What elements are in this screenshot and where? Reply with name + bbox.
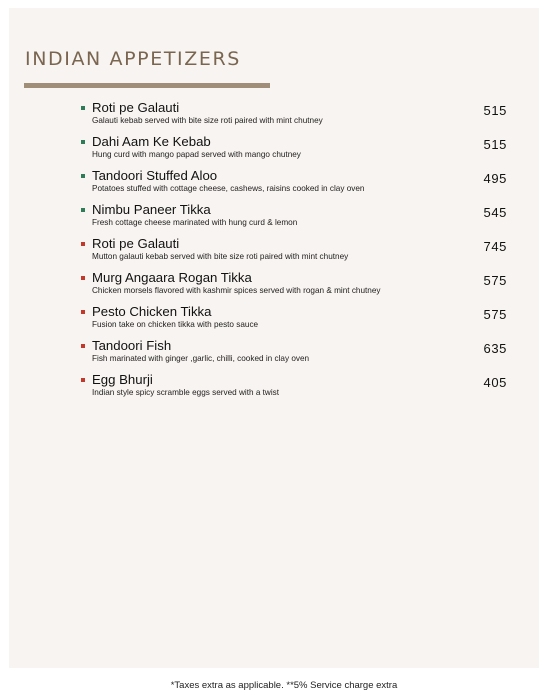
nonveg-marker-icon — [81, 344, 85, 348]
menu-item-price: 405 — [483, 375, 507, 390]
menu-item-price: 575 — [483, 273, 507, 288]
menu-item-price: 545 — [483, 205, 507, 220]
menu-item-list — [81, 100, 509, 406]
menu-item — [81, 202, 509, 236]
veg-marker-icon — [81, 140, 85, 144]
menu-item-name: Pesto Chicken Tikka — [92, 304, 212, 319]
menu-item — [81, 134, 509, 168]
menu-item-price: 745 — [483, 239, 507, 254]
menu-item-description: Hung curd with mango papad served with mango chutney — [92, 150, 301, 159]
nonveg-marker-icon — [81, 242, 85, 246]
menu-item-price: 515 — [483, 103, 507, 118]
menu-item-name: Roti pe Galauti — [92, 100, 180, 115]
menu-item — [81, 338, 509, 372]
menu-item — [81, 236, 509, 270]
tax-footnote: *Taxes extra as applicable. **5% Service charge extra — [170, 680, 398, 691]
menu-item — [81, 168, 509, 202]
menu-item-price: 575 — [483, 307, 507, 322]
veg-marker-icon — [81, 174, 85, 178]
veg-marker-icon — [81, 106, 85, 110]
menu-item-name: Tandoori Fish — [92, 338, 172, 353]
menu-item-description: Fusion take on chicken tikka with pesto sauce — [92, 320, 259, 329]
nonveg-marker-icon — [81, 378, 85, 382]
menu-item-name: Nimbu Paneer Tikka — [92, 202, 211, 217]
menu-item-description: Potatoes stuffed with cottage cheese, cashews, raisins cooked in clay oven — [92, 184, 365, 193]
menu-item-price: 495 — [483, 171, 507, 186]
menu-item-description: Indian style spicy scramble eggs served with a twist — [92, 388, 280, 397]
menu-item-name: Roti pe Galauti — [92, 236, 180, 251]
menu-item-description: Fresh cottage cheese marinated with hung curd & lemon — [92, 218, 298, 227]
menu-item-description: Chicken morsels flavored with kashmir spices served with rogan & mint chutney — [92, 286, 381, 295]
menu-item-description: Galauti kebab served with bite size roti paired with mint chutney — [92, 116, 323, 125]
section-title: INDIAN APPETIZERS — [25, 48, 241, 70]
menu-item-name: Murg Angaara Rogan Tikka — [92, 270, 252, 285]
menu-item-description: Fish marinated with ginger ,garlic, chilli, cooked in clay oven — [92, 354, 310, 363]
menu-item-price: 515 — [483, 137, 507, 152]
menu-page — [9, 8, 539, 668]
menu-item — [81, 372, 509, 406]
menu-item-price: 635 — [483, 341, 507, 356]
title-underline — [24, 83, 270, 88]
nonveg-marker-icon — [81, 310, 85, 314]
menu-item-description: Mutton galauti kebab served with bite size roti paired with mint chutney — [92, 252, 349, 261]
veg-marker-icon — [81, 208, 85, 212]
menu-item-name: Tandoori Stuffed Aloo — [92, 168, 218, 183]
menu-item — [81, 100, 509, 134]
menu-item — [81, 304, 509, 338]
menu-item — [81, 270, 509, 304]
menu-item-name: Egg Bhurji — [92, 372, 153, 387]
nonveg-marker-icon — [81, 276, 85, 280]
menu-item-name: Dahi Aam Ke Kebab — [92, 134, 211, 149]
